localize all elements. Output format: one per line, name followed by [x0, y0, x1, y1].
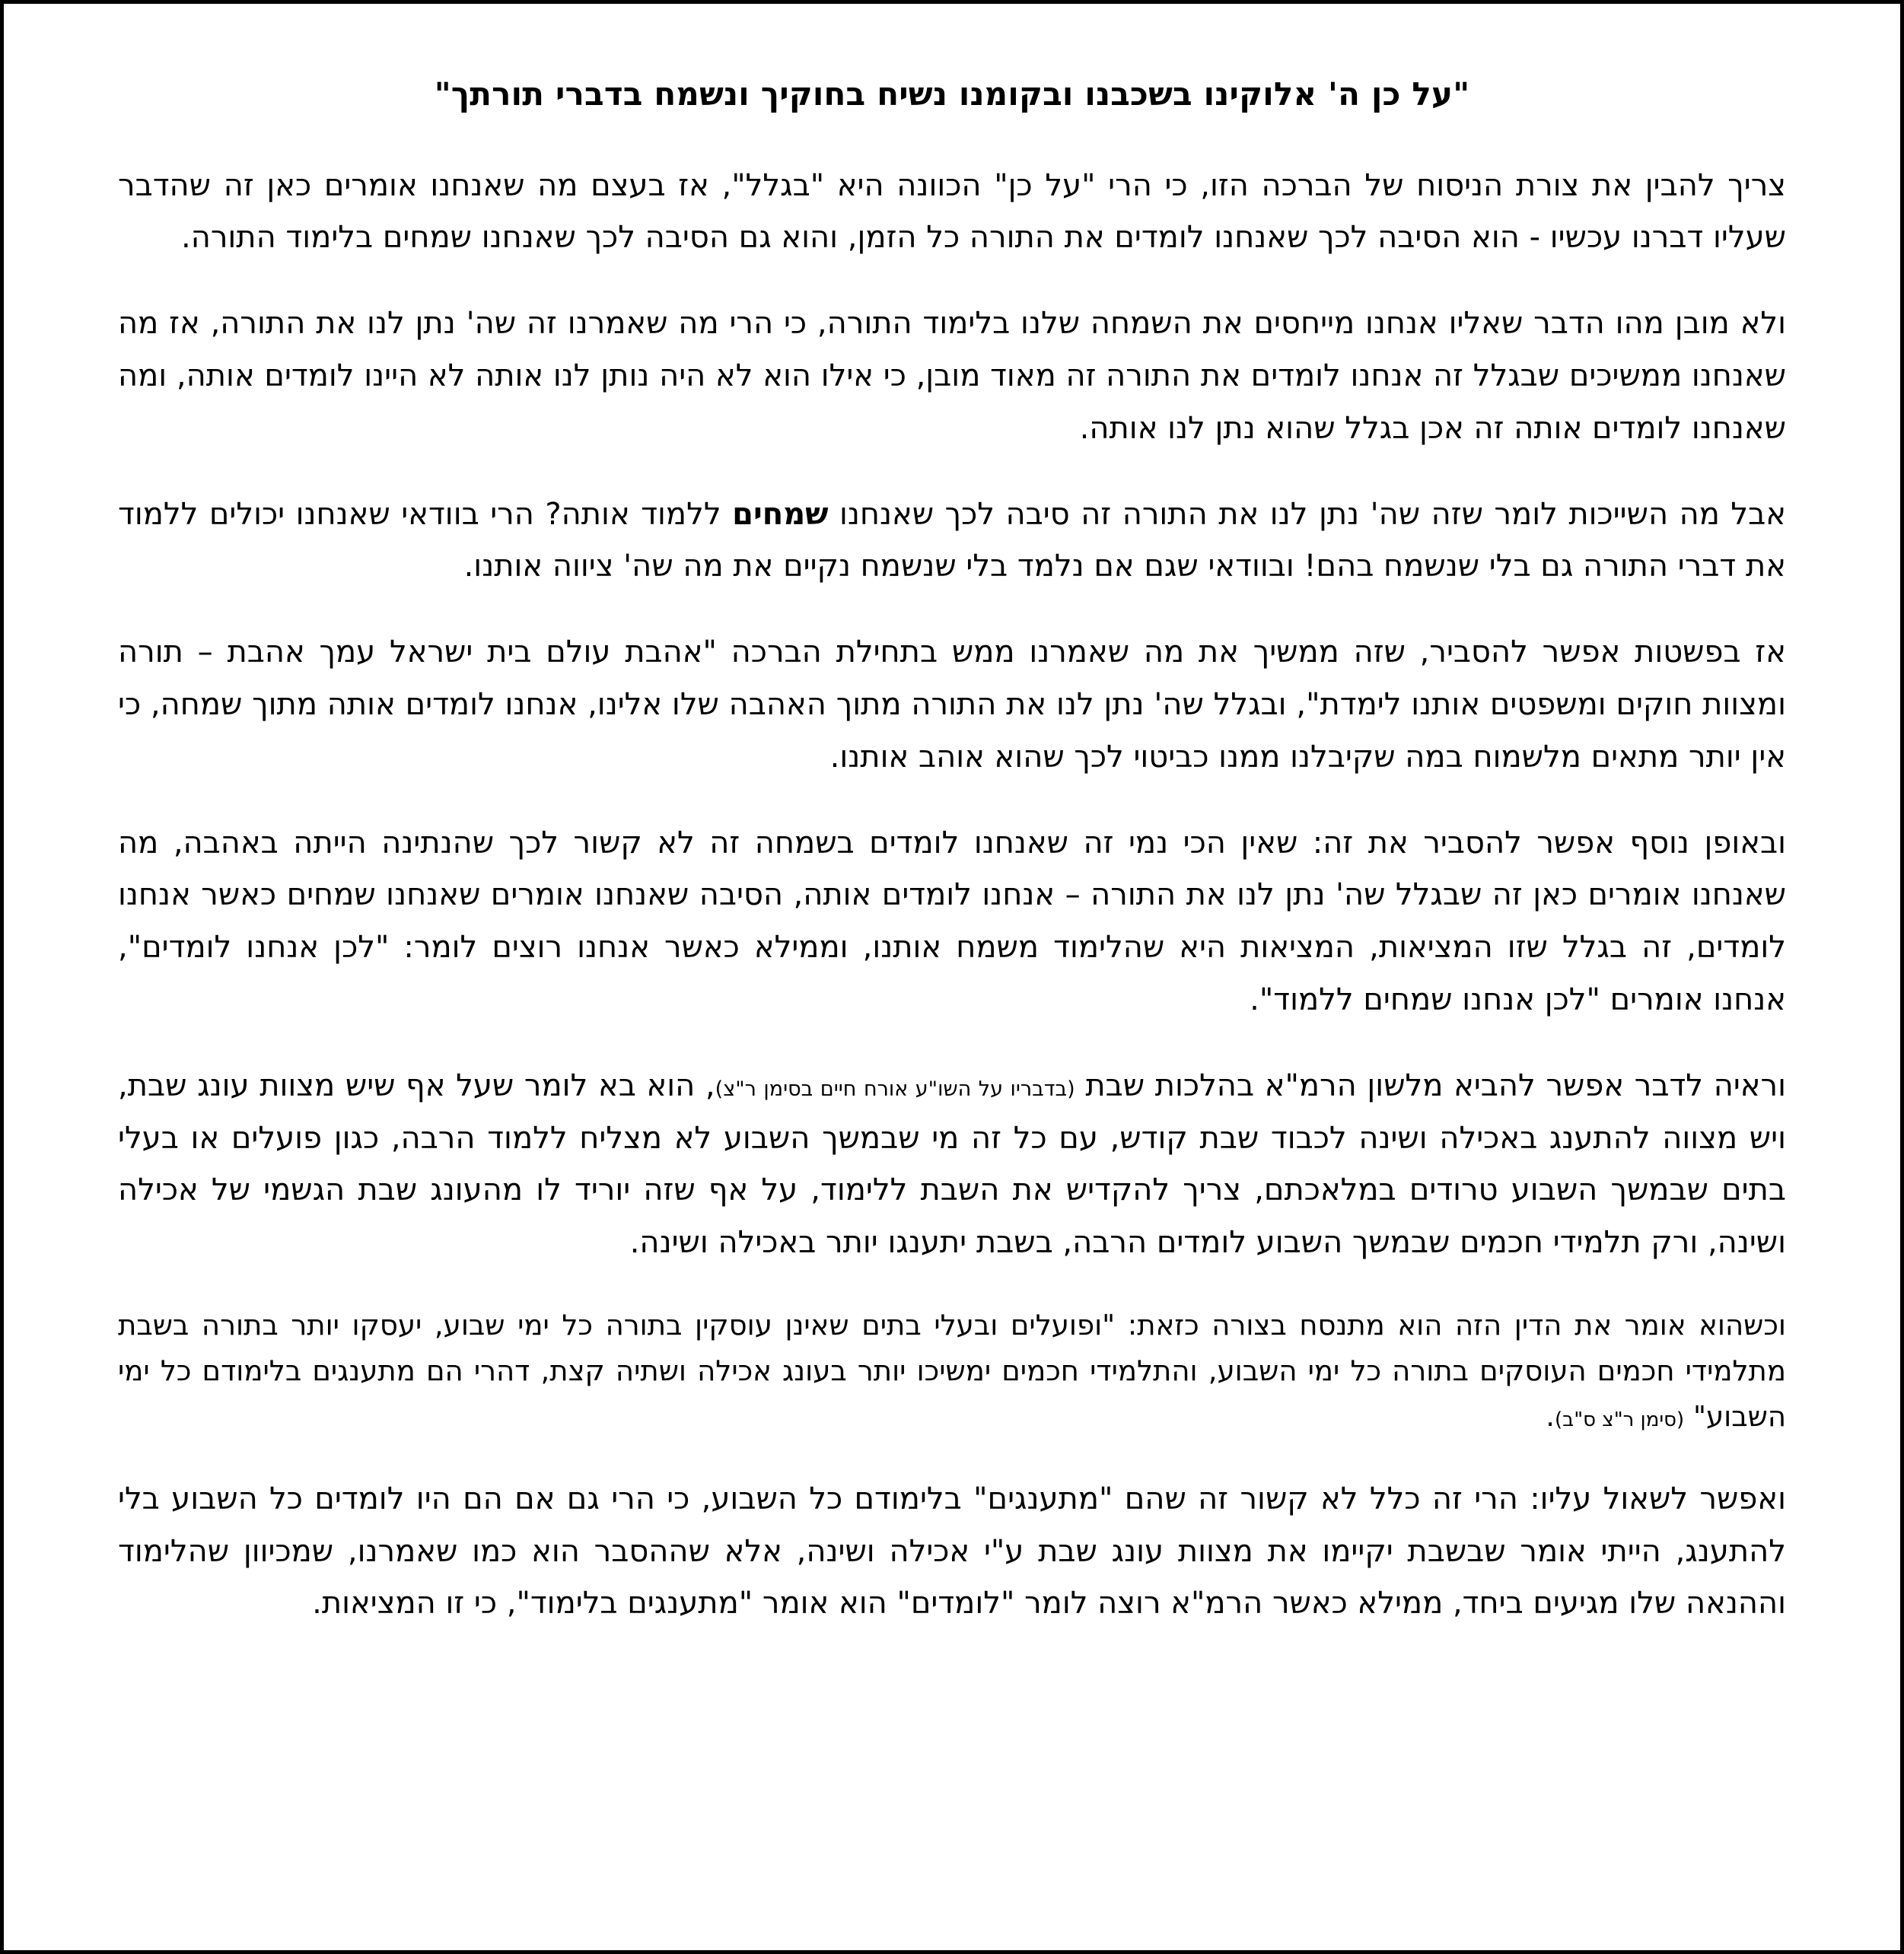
paragraph-5: ובאופן נוסף אפשר להסביר את זה: שאין הכי נמי זה שאנחנו לומדים בשמחה זה לא קשור לכך שהנתינה הייתה באהבה, מה שאנחנו אומרים כאן זה שבגלל שה' נתן לנו את התורה – אנחנו לומדים אותה, הסיבה שאנחנו אומרים שאנחנו שמחים כאשר אנחנו לומדים, זה בגלל שזו המציאות, המציאות היא שהלימוד משמח אותנו, וממילא כאשר אנחנו רוצים לומר: "לכן אנחנו לומדים", אנחנו אומרים "לכן אנחנו שמחים ללמוד".: [118, 825, 1786, 1017]
paragraph-3-text-after: ללמוד אותה? הרי בוודאי שאנחנו יכולים ללמוד את דברי התורה גם בלי שנשמח בהם! ובוודאי שגם אם נלמד בלי שנשמח נקיים את מה שה' ציווה אותנו.: [118, 496, 1786, 584]
paragraph-6: [118, 1060, 1786, 1269]
paragraph-4: אז בפשטות אפשר להסביר, שזה ממשיך את מה שאמרנו ממש בתחילת הברכה "אהבת עולם בית ישראל עמך אהבת – תורה ומצוות חוקים ומשפטים אותנו לימדת", ובגלל שה' נתן לנו את התורה מתוך האהבה שלו אלינו, אנחנו לומדים אותה מתוך שמחה, כי אין יותר מתאים מלשמוח במה שקיבלנו ממנו כביטוי לכך שהוא אוהב אותנו.: [118, 635, 1786, 775]
paragraph-6-text-after: , הוא בא לומר שעל אף שיש מצוות עונג שבת, ויש מצווה להתענג באכילה ושינה לכבוד שבת קודש, עם כל זה מי שבמשך השבוע לא מצליח ללמוד הרבה, כגון פועלים או בעלי בתים שבמשך השבוע טרודים במלאכתם, צריך להקדיש את השבת ללימוד, על אף שזה יוריד לו מהעונג שבת הגשמי של אכילה ושינה, ורק תלמידי חכמים שבמשך השבוע לומדים הרבה, בשבת יתענגו יותר באכילה ושינה.: [118, 1068, 1786, 1261]
source-reference-siman: (סימן ר"צ ס"ב): [1555, 1408, 1685, 1431]
paragraph-2: ולא מובן מהו הדבר שאליו אנחנו מייחסים את השמחה שלנו בלימוד התורה, כי הרי מה שאמרנו זה שה' נתן לנו את התורה, אז מה שאנחנו ממשיכים שבגלל זה אנחנו לומדים את התורה זה מאוד מובן, כי אילו הוא לא היה נותן לנו אותה לא היינו לומדים אותה, ומה שאנחנו לומדים אותה זה אכן בגלל שהוא נתן לנו אותה.: [118, 306, 1786, 446]
paragraph-1: צריך להבין את צורת הניסוח של הברכה הזו, כי הרי "על כן" הכוונה היא "בגלל", אז בעצם מה שאנחנו אומרים כאן זה שהדבר שעליו דברנו עכשיו - הוא הסיבה לכך שאנחנו לומדים את התורה כל הזמן, והוא גם הסיבה לכך שאנחנו שמחים בלימוד התורה.: [118, 167, 1786, 256]
paragraph-3-emphasized-word: שמחים: [732, 496, 829, 532]
paragraph-8: ואפשר לשאול עליו: הרי זה כלל לא קשור זה שהם "מתענגים" בלימודם כל השבוע, כי הרי גם אם הם היו לומדים כל השבוע בלי להתענג, הייתי אומר שבשבת יקיימו את מצוות עונג שבת ע"י אכילה ושינה, אלא שההסבר הוא כמו שאמרנו, שמכיוון שהלימוד וההנאה שלו מגיעים ביחד, ממילא כאשר הרמ"א רוצה לומר "לומדים" הוא אומר "מתענגים בלימוד", כי זו המציאות.: [118, 1481, 1786, 1621]
source-reference-ramo: (בדבריו על השו"ע אורח חיים בסימן ר"צ): [715, 1077, 1075, 1101]
paragraph-3: [118, 488, 1786, 594]
paragraph-7-text-after: .: [1546, 1399, 1555, 1433]
paragraph-6-text-before: וראיה לדבר אפשר להביא מלשון הרמ"א בהלכות שבת: [1075, 1068, 1786, 1103]
paragraph-7-quotation: [118, 1303, 1786, 1440]
page-title: "על כן ה' אלוקינו בשכבנו ובקומנו נשיח בחוקיך ונשמח בדברי תורתך": [434, 75, 1470, 113]
paragraph-3-text-before: אבל מה השייכות לומר שזה שה' נתן לנו את התורה זה סיבה לכך שאנחנו: [828, 496, 1787, 532]
paragraph-7-quote-text: וכשהוא אומר את הדין הזה הוא מתנסח בצורה כזאת: "ופועלים ובעלי בתים שאינן עוסקין בתורה כל ימי שבוע, יעסקו יותר בתורה בשבת מתלמידי חכמים העוסקים בתורה כל ימי השבוע, והתלמידי חכמים ימשיכו יותר בעונג אכילה ושתיה קצת, דהרי הם מתענגים בלימודם כל ימי השבוע": [118, 1308, 1786, 1433]
